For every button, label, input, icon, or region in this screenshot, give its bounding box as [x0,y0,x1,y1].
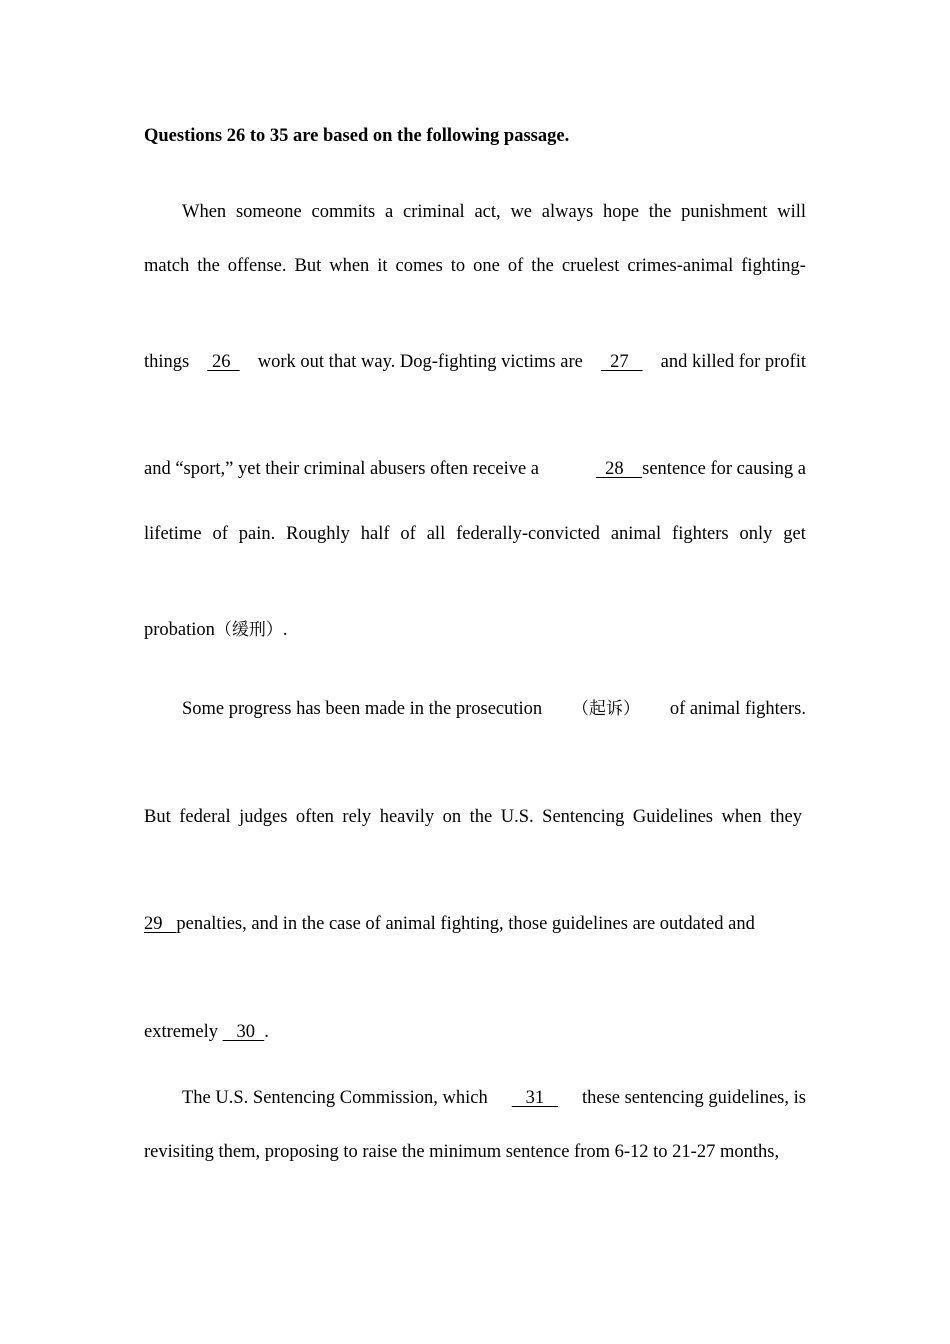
word: judges [239,807,288,827]
blank-29[interactable]: 29 [144,914,177,934]
word: one [473,256,500,276]
word: get [783,524,806,544]
word: always [541,202,594,222]
word: we [510,202,533,222]
p1-line-5 [144,522,806,546]
word: of [400,524,416,544]
word: all [426,524,446,544]
p2-line-4 [144,1020,806,1044]
p1-line-2 [144,254,806,278]
text-segment: . [282,620,288,640]
word: But [294,256,322,276]
p2-line-3 [144,912,806,936]
word: hope [602,202,639,222]
word: federally-convicted [456,524,600,544]
blank-30[interactable]: 30 [222,1022,265,1042]
word: a [385,202,394,222]
word: animal [610,524,662,544]
blank-31[interactable]: 31 [511,1088,558,1108]
word: U.S. [500,807,534,827]
word: someone [235,202,302,222]
word: Guidelines [632,807,714,827]
word: often [295,807,334,827]
word: criminal [403,202,465,222]
word: cruelest [561,256,620,276]
text-segment: Some progress has been made in the prosecution [182,699,543,719]
text-segment: sentence for causing a [642,459,806,479]
p3-line-2: revisiting them, proposing to raise the minimum sentence from 6-12 to 21-27 months, [144,1142,780,1162]
word: they [770,807,802,827]
word: comes [395,256,443,276]
word: act, [474,202,501,222]
text-segment: work out that way. Dog-fighting victims are [257,352,583,372]
text-segment: of animal fighters. [669,699,806,719]
word: when [721,807,762,827]
word: fighting- [741,256,806,276]
p1-line-3 [144,350,806,374]
word: on [442,807,462,827]
text-segment: these sentencing guidelines, is [581,1088,806,1108]
word: only [739,524,773,544]
word: But [144,807,171,827]
p1-line-1 [182,200,806,224]
word: will [777,202,806,222]
word: of [507,256,524,276]
word: when [329,256,370,276]
word: pain. [238,524,276,544]
chinese-gloss: （起诉） [572,699,640,719]
word: offense. [227,256,287,276]
text-segment: things [144,352,190,372]
word: the [197,256,220,276]
text-segment: extremely [144,1022,218,1042]
p1-line-6 [144,618,806,642]
word: commits [311,202,376,222]
text-segment: penalties, and in the case of animal fighting, those guidelines are outdated and [176,914,755,934]
word: Sentencing [542,807,625,827]
word: it [377,256,388,276]
p2-line-1 [182,697,806,721]
text-segment: and “sport,” yet their criminal abusers often receive a [144,459,540,479]
blank-27[interactable]: 27 [600,352,643,372]
text-segment: . [264,1022,269,1042]
word: the [469,807,493,827]
p3-line-1 [182,1086,806,1110]
questions-heading: Questions 26 to 35 are based on the following passage. [144,126,570,146]
word: the [648,202,672,222]
word: half [360,524,390,544]
word: crimes-animal [627,256,734,276]
word: of [212,524,228,544]
blank-28[interactable]: 28 [595,459,643,479]
word: the [531,256,554,276]
word: punishment [681,202,768,222]
blank-26[interactable]: 26 [207,352,240,372]
word: fighters [672,524,729,544]
p2-line-2 [144,805,802,829]
word: Roughly [286,524,350,544]
p1-line-4 [144,457,806,481]
text-segment: probation [144,620,215,640]
blank-28-group [596,457,806,481]
word: to [450,256,466,276]
word: lifetime [144,524,202,544]
word: match [144,256,190,276]
word: federal [179,807,231,827]
chinese-gloss: （缓刑） [214,620,283,640]
word: heavily [379,807,435,827]
text-segment: and killed for profit [660,352,806,372]
text-segment: The U.S. Sentencing Commission, which [182,1088,488,1108]
word: When [182,202,227,222]
word: rely [342,807,372,827]
